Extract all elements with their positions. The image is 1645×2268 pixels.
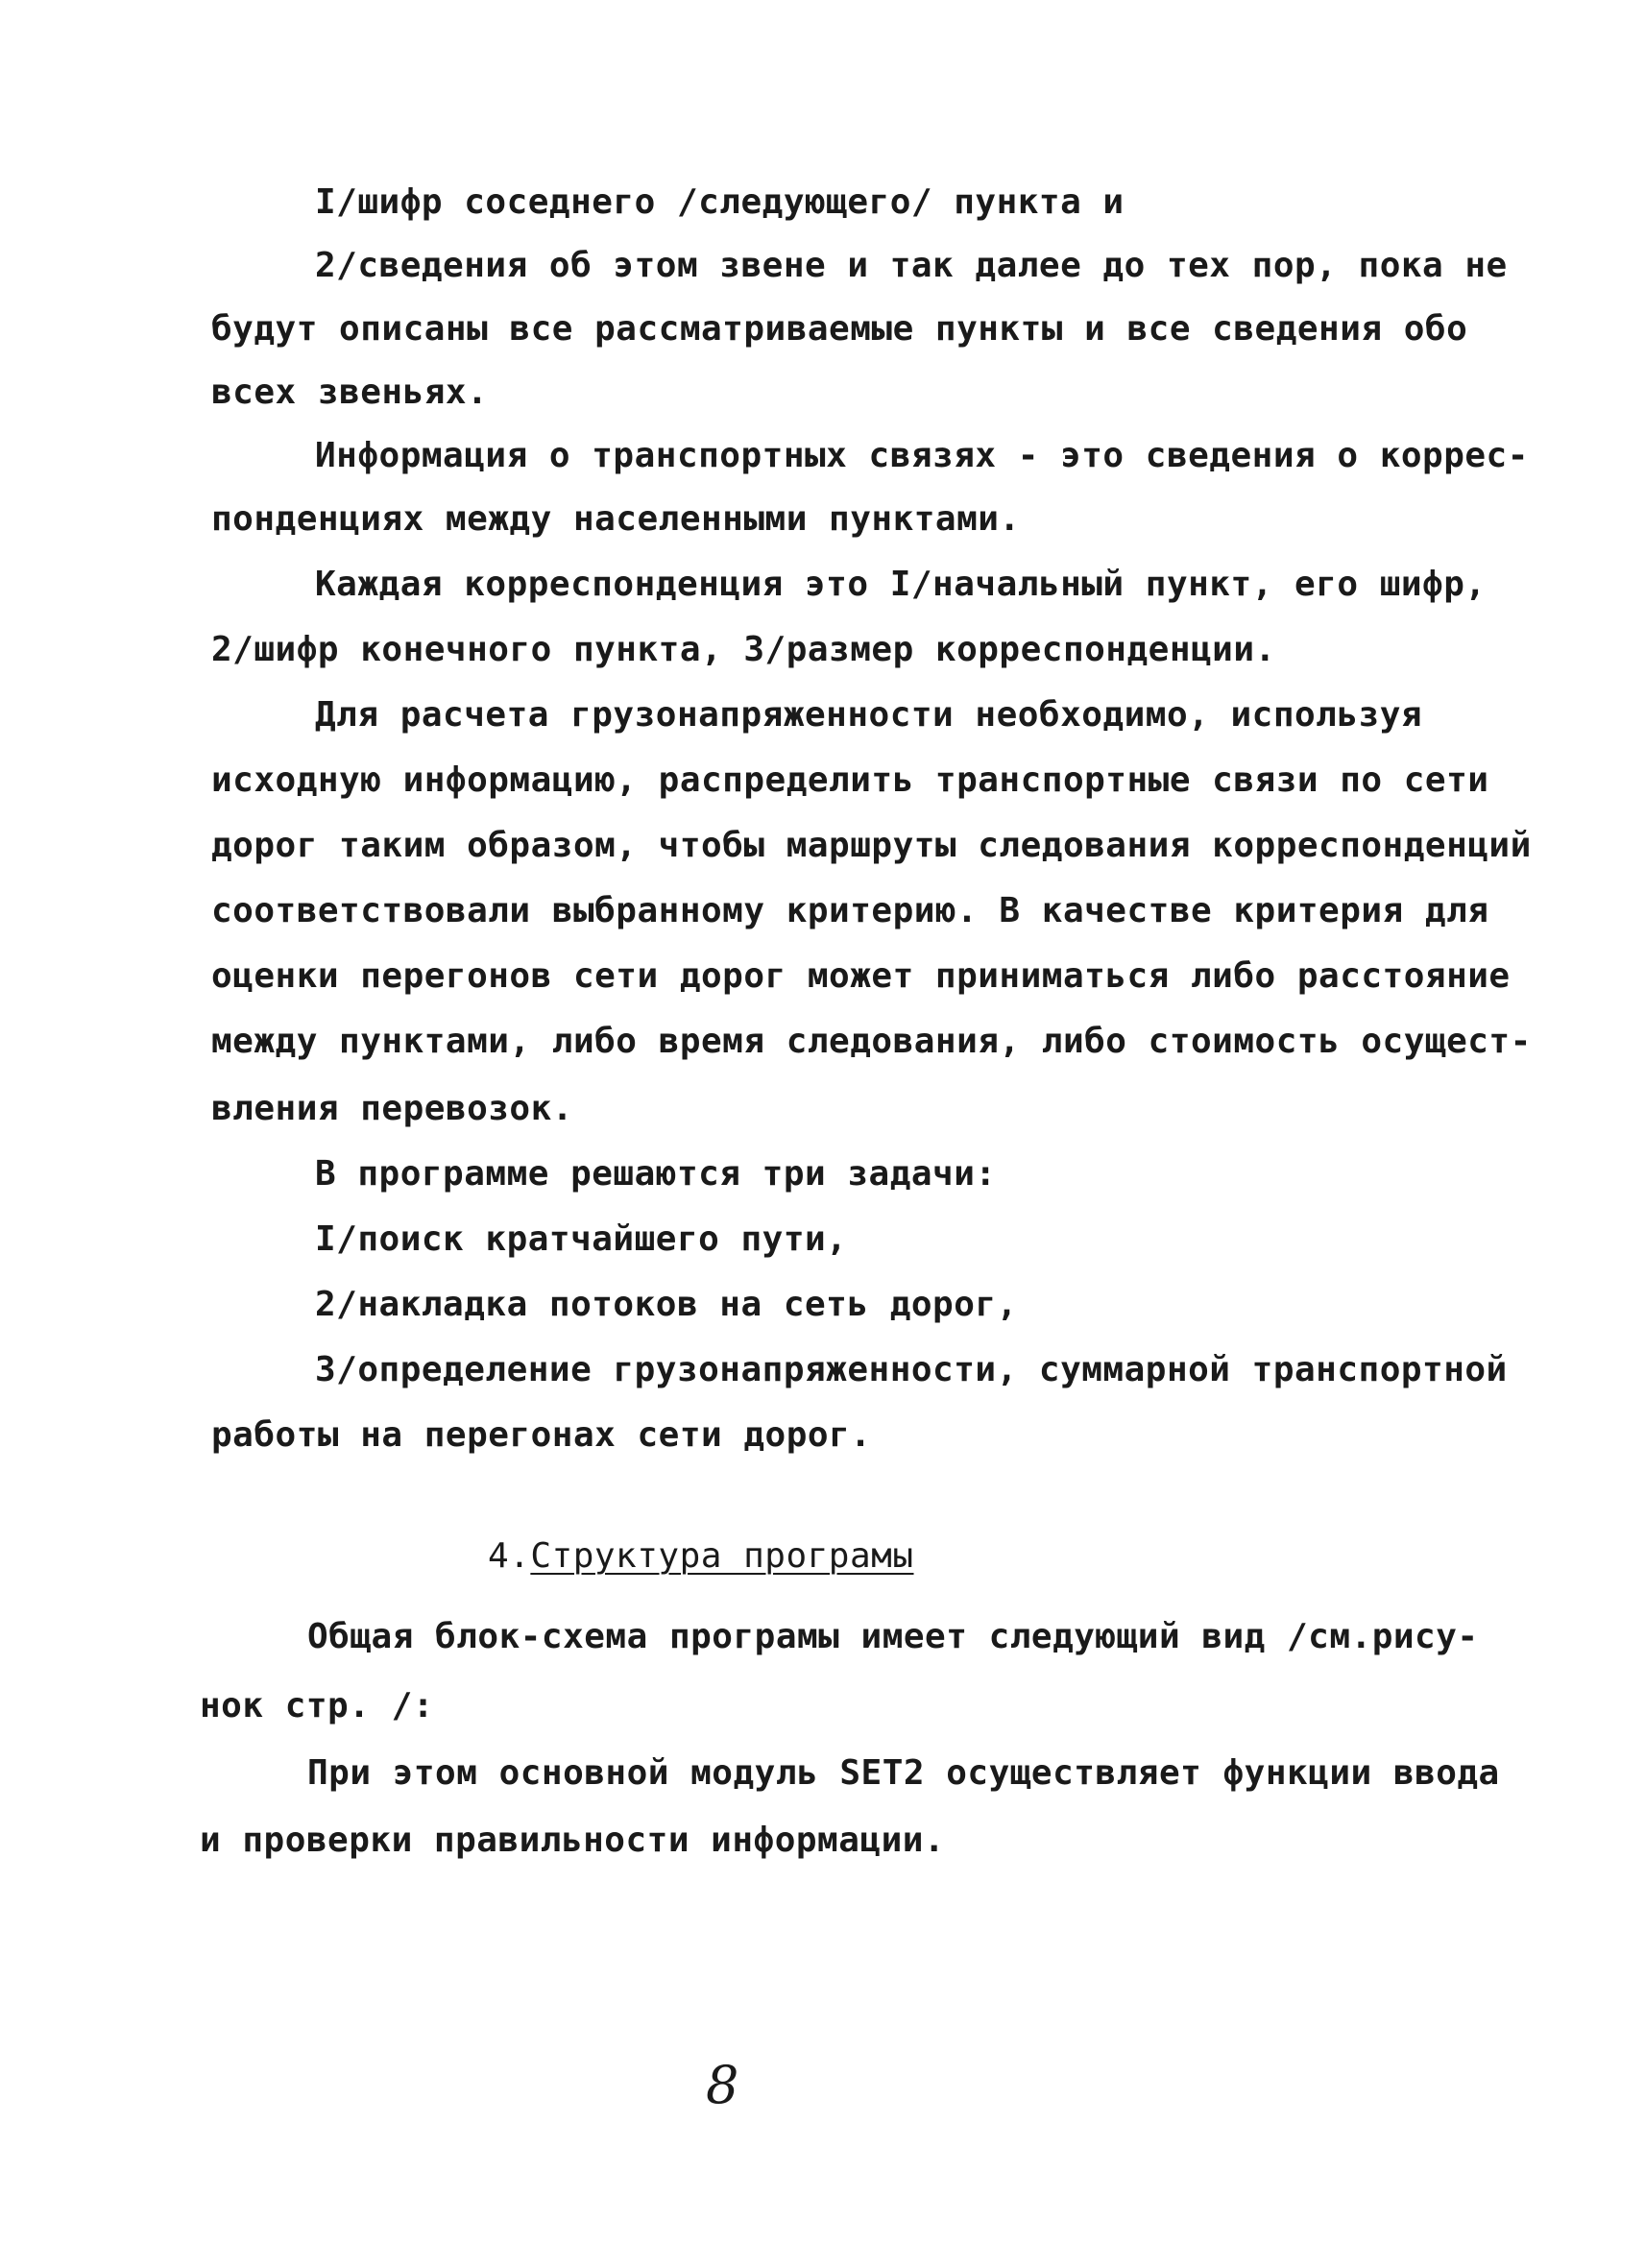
text-line: всех звеньях. (211, 373, 489, 412)
text-line: 2/накладка потоков на сеть дорог, (315, 1285, 1018, 1324)
text-line: Информация о транспортных связях - это сведения о коррес- (315, 436, 1529, 475)
text-line: соответствовали выбранному критерию. В качестве критерия для (211, 891, 1489, 930)
section-heading (488, 1536, 914, 1576)
text-line: будут описаны все рассматриваемые пункты и все сведения обо (211, 309, 1468, 349)
text-line: Каждая корреспонденция это I/начальный пункт, его шифр, (315, 565, 1487, 604)
text-line: между пунктами, либо время следования, либо стоимость осущест- (211, 1022, 1532, 1061)
text-line: 2/шифр конечного пункта, 3/размер корреспонденции. (211, 630, 1276, 669)
text-line: дорог таким образом, чтобы маршруты следования корреспонденций (211, 826, 1532, 865)
text-line: В программе решаются три задачи: (315, 1154, 997, 1194)
section-title: Структура програмы (530, 1536, 914, 1576)
text-line: 3/определение грузонапряженности, суммарной транспортной (315, 1350, 1508, 1389)
text-line: I/поиск кратчайшего пути, (315, 1219, 848, 1259)
text-line: I/шифр соседнего /следующего/ пункта и (315, 182, 1125, 222)
text-line: оценки перегонов сети дорог может приниматься либо расстояние (211, 956, 1511, 996)
text-line: нок стр. /: (200, 1686, 434, 1725)
text-line: понденциях между населенными пунктами. (211, 499, 1021, 539)
text-line: вления перевозок. (211, 1089, 573, 1128)
text-line: При этом основной модуль SET2 осуществляет функции ввода (307, 1753, 1500, 1793)
text-line: Общая блок-схема програмы имеет следующий вид /см.рису- (307, 1617, 1479, 1656)
page-number: 8 (706, 2055, 739, 2115)
text-line: и проверки правильности информации. (200, 1821, 946, 1860)
text-line: 2/сведения об этом звене и так далее до тех пор, пока не (315, 246, 1508, 285)
text-line: работы на перегонах сети дорог. (211, 1415, 872, 1455)
section-number: 4. (488, 1536, 531, 1576)
text-line: Для расчета грузонапряженности необходимо, используя (315, 695, 1423, 735)
text-line: исходную информацию, распределить транспортные связи по сети (211, 760, 1489, 800)
